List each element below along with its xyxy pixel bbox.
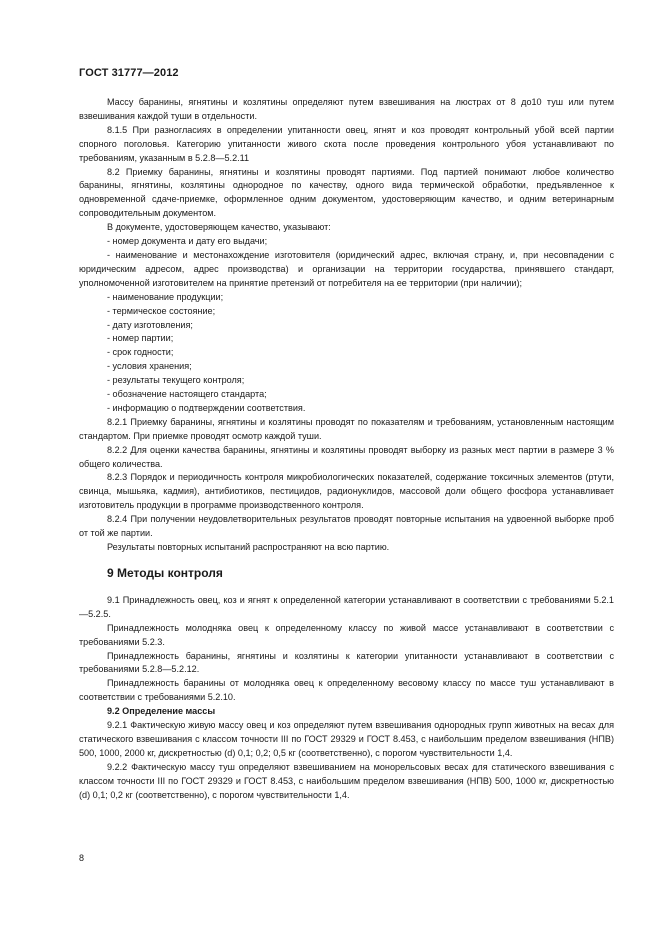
paragraph: 8.2 Приемку баранины, ягнятины и козлятины проводят партиями. Под партией понимают любое количество баранины, ягнятины, козлятины однородное по качеству, одного вида термической обработки, предъявленное к одновременной сдаче-приемке, оформленное одним документом, удостоверяющим качество, и одним ветеринарным сопроводительным документом. <box>79 166 614 219</box>
list-item: - наименование и местонахождение изготовителя (юридический адрес, включая страну, и, при несовпадении с юридическим адресом, адрес производства) и организации на территории государства, принявшего стандарт, уполномоченной изготовителем на принятие претензий от потребителя на ее территории (при наличии); <box>79 249 614 288</box>
paragraph: 9.2.1 Фактическую живую массу овец и коз определяют путем взвешивания однородных групп животных на весах для статического взвешивания с классом точности III по ГОСТ 29329 и ГОСТ 8.453, с наибольшим пределом взвешивания (НПВ) 500, 1000, 2000 кг, дискретностью (d) 0,1; 0,2; 0,5 кг (соответственно), с порогом чувствительности 1,4. <box>79 720 614 758</box>
paragraph: 8.2.1 Приемку баранины, ягнятины и козлятины проводят по показателям и требованиям, установленным настоящим стандартом. При приемке проводят осмотр каждой туши. <box>79 416 614 441</box>
paragraph: Принадлежность молодняка овец к определенному классу по живой массе устанавливают в соответствии с требованиями 5.2.3. <box>79 622 614 647</box>
document-body <box>79 96 614 803</box>
document-header-title: ГОСТ 31777—2012 <box>79 67 179 79</box>
list-item: - результаты текущего контроля; <box>107 375 245 386</box>
list-item: - информацию о подтверждении соответствия. <box>107 402 306 413</box>
list-item: - наименование продукции; <box>107 291 224 302</box>
subsection-heading: 9.2 Определение массы <box>107 706 216 717</box>
paragraph: 8.2.2 Для оценки качества баранины, ягнятины и козлятины проводят выборку из разных мест партии в размере 3 % общего количества. <box>79 444 614 469</box>
paragraph: 9.2.2 Фактическую массу туш определяют взвешиванием на монорельсовых весах для статического взвешивания с классом точности III по ГОСТ 29329 и ГОСТ 8.453, с наибольшим пределом взвешивания (НПВ) 500, 1000 кг, дискретностью (d) 0,1; 0,2 кг (соответственно), с порогом чувствительности 1,4. <box>79 761 614 800</box>
paragraph: В документе, удостоверяющем качество, указывают: <box>107 222 331 233</box>
paragraph: Принадлежность баранины, ягнятины и козлятины к категории упитанности устанавливают в соответствии с требованиями 5.2.8—5.2.12. <box>79 650 614 675</box>
paragraph: Массу баранины, ягнятины и козлятины определяют путем взвешивания на люстрах от 8 до10 туш или путем взвешивания каждой туши в отдельности. <box>79 97 614 121</box>
paragraph: Принадлежность баранины от молодняка овец к определенному весовому классу по массе туш устанавливают в соответствии с требованиями 5.2.10. <box>79 678 614 703</box>
paragraph: 9.1 Принадлежность овец, коз и ягнят к определенной категории устанавливают в соответствии с требованиями 5.2.1—5.2.5. <box>79 594 614 619</box>
paragraph: Результаты повторных испытаний распространяют на всю партию. <box>107 542 390 552</box>
paragraph: 8.2.4 При получении неудовлетворительных результатов проводят повторные испытания на удвоенной выборке проб от той же партии. <box>79 514 614 539</box>
paragraph: 8.2.3 Порядок и периодичность контроля микробиологических показателей, содержание токсичных элементов (ртути, свинца, мышьяка, кадмия), антибиотиков, пестицидов, радионуклидов, массовой доли общего фосфора устанавливает изготовитель продукции в программе производственного контроля. <box>79 472 614 511</box>
section-heading: 9 Методы контроля <box>107 565 223 580</box>
list-item: - номер документа и дату его выдачи; <box>107 236 268 247</box>
list-item: - термическое состояние; <box>107 305 216 316</box>
list-item: - номер партии; <box>107 333 174 344</box>
page-number: 8 <box>79 853 85 863</box>
list-item: - условия хранения; <box>107 361 192 372</box>
list-item: - срок годности; <box>107 347 174 358</box>
list-item: - обозначение настоящего стандарта; <box>107 389 267 400</box>
paragraph: 8.1.5 При разногласиях в определении упитанности овец, ягнят и коз проводят контрольный убой всей партии спорного поголовья. Категорию упитанности живого скота после проведения контрольного убоя устанавливают по требованиям, указанным в 5.2.8—5.2.11 <box>79 124 614 163</box>
list-item: - дату изготовления; <box>107 319 193 330</box>
